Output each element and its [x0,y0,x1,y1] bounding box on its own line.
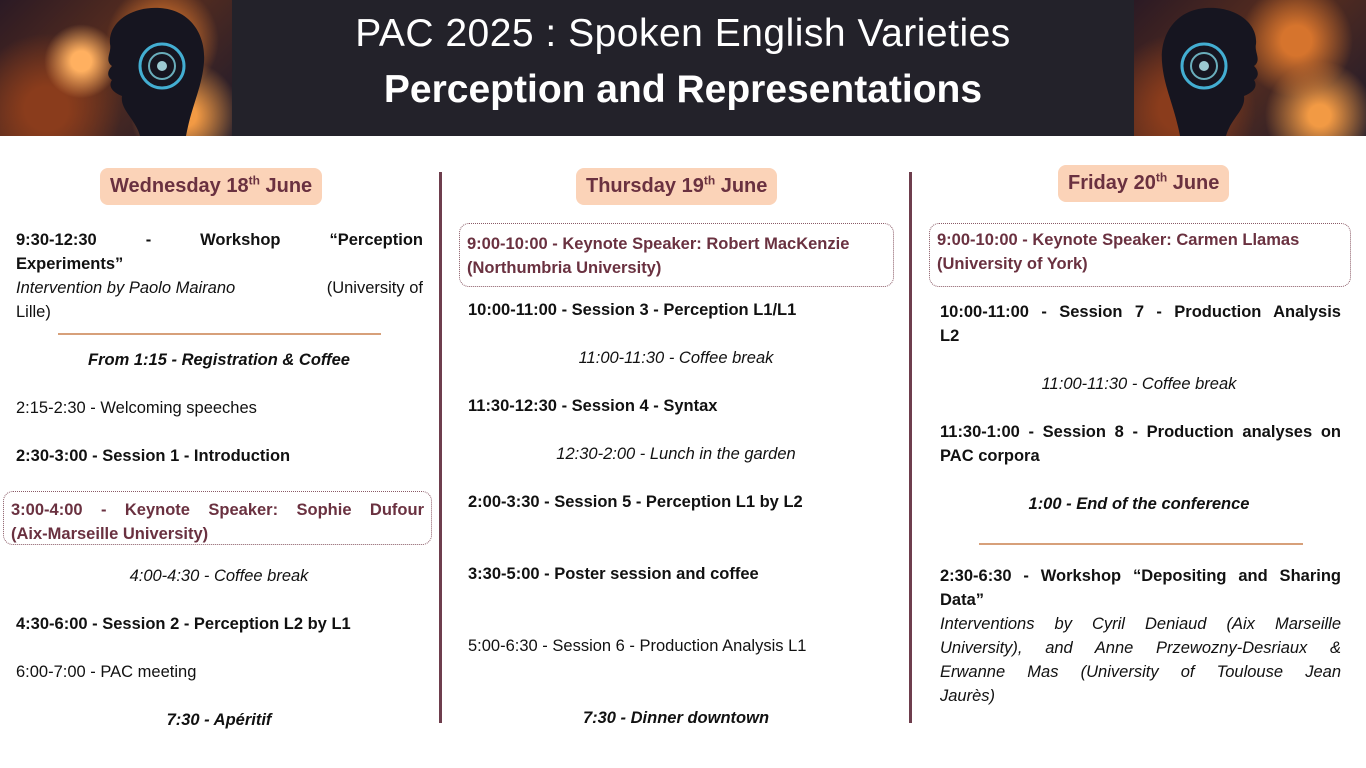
day-heading-sup: th [248,173,260,188]
day-heading-text: Wednesday 18 [110,175,249,197]
workshop-intervention-line2: Lille) [16,303,51,321]
workshop-time: 9:30-12:30 [16,231,97,249]
dinner-item: 7:30 - Dinner downtown [582,709,770,727]
section-rule [58,333,381,335]
keynote-line1: 9:00-10:00 - Keynote Speaker: Carmen Llamas [937,231,1300,249]
poster-session-item: 3:30-5:00 - Poster session and coffee [468,565,759,583]
coffee-break-item: 11:00-11:30 - Coffee break [1041,375,1237,393]
day-heading-sup: th [703,173,716,188]
workshop-friday-line2: Data” [940,591,985,609]
interventions-line4: Jaurès) [940,687,996,705]
intervention-affiliation: (University of [326,279,423,297]
session-1-item: 2:30-3:00 - Session 1 - Introduction [16,447,291,465]
aperitif-item: 7:30 - Apéritif [166,711,272,729]
interventions-line2: University), and Anne Przewozny-Desriaux & [940,639,1341,657]
session-4-item: 11:30-12:30 - Session 4 - Syntax [468,397,718,415]
column-divider [909,172,912,723]
day-heading-friday [1058,165,1229,202]
column-divider [439,172,442,723]
session-5-item: 2:00-3:30 - Session 5 - Perception L1 by L2 [468,493,803,511]
workshop-intervention [16,276,423,300]
banner-title-line1: PAC 2025 : Spoken English Varieties [355,12,1011,55]
session-3-item: 10:00-11:00 - Session 3 - Perception L1/L1 [468,301,797,319]
banner-title-line2: Perception and Representations [383,68,983,111]
keynote-line2: (Aix-Marseille University) [11,525,209,543]
keynote-line1: 3:00-4:00 - Keynote Speaker: Sophie Dufour [11,501,424,519]
session-8-line2: PAC corpora [940,447,1040,465]
workshop-name-part1: “Perception [329,231,423,249]
day-heading-wednesday [100,168,322,205]
day-heading-month: June [259,175,313,197]
session-2-item: 4:30-6:00 - Session 2 - Perception L2 by L1 [16,615,351,633]
end-of-conference-item: 1:00 - End of the conference [1028,495,1250,513]
keynote-line1: 9:00-10:00 - Keynote Speaker: Robert MacKenzie [467,235,850,253]
day-heading-month: June [1167,172,1220,194]
session-6-item: 5:00-6:30 - Session 6 - Production Analysis L1 [468,637,807,655]
keynote-line2: (Northumbria University) [467,259,662,277]
pac-meeting-item: 6:00-7:00 - PAC meeting [16,663,197,681]
keynote-friday [929,223,1351,287]
session-7-line2: L2 [940,327,960,345]
lunch-item: 12:30-2:00 - Lunch in the garden [556,445,796,463]
workshop-dash: - [145,231,152,249]
day-heading-sup: th [1155,170,1168,185]
interventions-line1: Interventions by Cyril Deniaud (Aix Marseille [940,615,1341,633]
session-8-line1: 11:30-1:00 - Session 8 - Production analyses on [940,423,1341,441]
session-7-line1: 10:00-11:00 - Session 7 - Production Analysis [940,303,1341,321]
coffee-break-item: 4:00-4:30 - Coffee break [129,567,309,585]
workshop-title-line2: Experiments” [16,255,124,273]
day-heading-month: June [715,175,768,197]
day-heading-text: Thursday 19 [586,175,704,197]
workshop-friday-line1: 2:30-6:30 - Workshop “Depositing and Sharing [940,567,1341,585]
day-heading-text: Friday 20 [1068,172,1156,194]
section-rule [979,543,1303,545]
keynote-thursday [459,223,894,287]
head-silhouette-art-right [1134,0,1366,136]
coffee-break-item: 11:00-11:30 - Coffee break [578,349,774,367]
workshop-title-line1 [16,228,423,252]
welcoming-item: 2:15-2:30 - Welcoming speeches [16,399,257,417]
intervention-speaker: Intervention by Paolo Mairano [16,279,236,297]
header-banner [0,0,1366,136]
keynote-line2: (University of York) [937,255,1088,273]
keynote-wednesday [3,491,432,545]
interventions-line3: Erwanne Mas (University of Toulouse Jean [940,663,1341,681]
head-silhouette-art-left [0,0,232,136]
registration-item: From 1:15 - Registration & Coffee [88,351,350,369]
day-heading-thursday [576,168,777,205]
workshop-label: Workshop [200,231,281,249]
